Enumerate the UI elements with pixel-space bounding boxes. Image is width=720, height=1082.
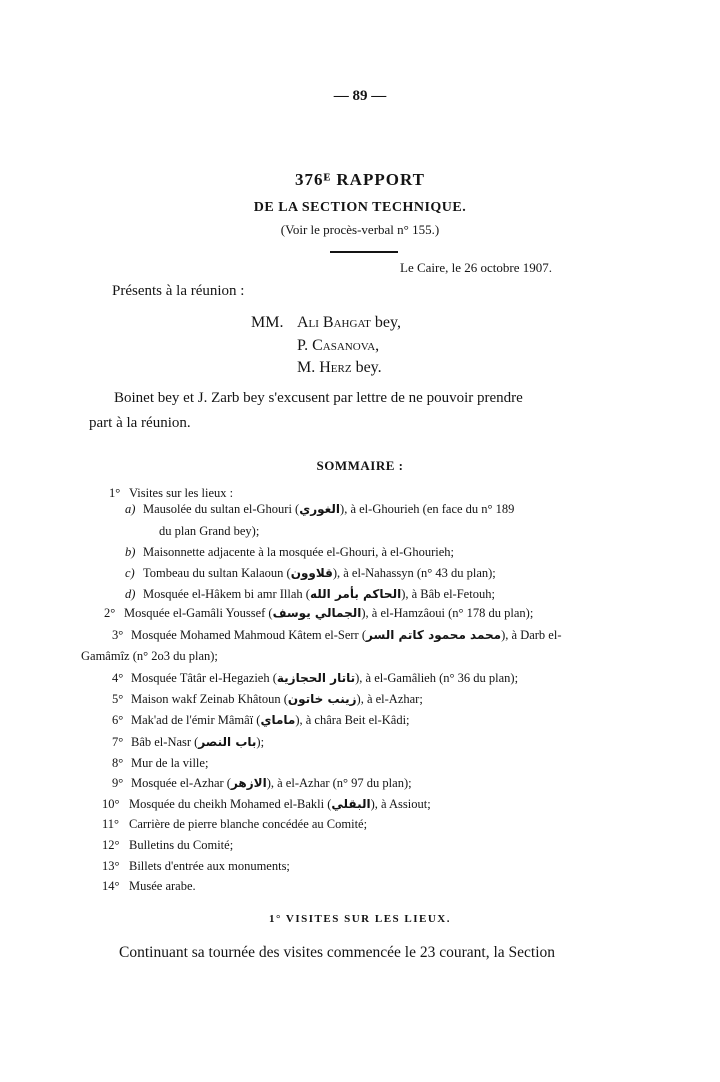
pv-reference: (Voir le procès-verbal n° 155.) xyxy=(280,222,440,237)
sommaire-item xyxy=(124,606,533,621)
sommaire-item xyxy=(131,692,423,707)
sommaire-item xyxy=(129,797,431,812)
sommaire-item xyxy=(131,735,264,750)
members-prefix: MM. xyxy=(251,314,284,331)
arabic-name: زينب خاتون xyxy=(287,692,357,706)
sommaire-item-location: ), à Assiout; xyxy=(370,797,431,811)
excuse-paragraph xyxy=(89,386,634,436)
arabic-name: باب النصر xyxy=(198,735,257,749)
sommaire-item xyxy=(129,859,290,874)
sommaire-item-text: Mosquée Tâtâr el-Hegazieh ( xyxy=(131,671,277,685)
sommaire-item xyxy=(143,545,454,560)
sommaire-item xyxy=(131,776,412,791)
page-number: — 89 — xyxy=(333,88,387,104)
sommaire-item-location: ), à el-Nahassyn (n° 43 du plan); xyxy=(332,566,496,580)
sommaire-title: SOMMAIRE : xyxy=(316,458,404,473)
presents-label: Présents à la réunion : xyxy=(112,283,245,299)
member-line xyxy=(297,337,379,355)
member-name: Ali Bahgat xyxy=(297,314,371,331)
sommaire-item-location: ); xyxy=(256,735,265,749)
sommaire-item-number: 2° xyxy=(104,606,116,620)
sommaire-item xyxy=(131,713,410,728)
sommaire-item xyxy=(143,502,514,517)
sommaire-item-number: 6° xyxy=(112,713,124,727)
sommaire-item-number: c) xyxy=(125,566,135,580)
sommaire-item-location: ), à Darb el- xyxy=(501,628,562,642)
arabic-name: الازهر xyxy=(230,776,267,790)
sommaire-item-number: d) xyxy=(125,587,136,601)
sommaire-item-location: ), à Bâb el-Fetouh; xyxy=(401,587,495,601)
sommaire-item-location: ), à châra Beit el-Kâdi; xyxy=(295,713,410,727)
sommaire-item-text: Mosquée Mohamed Mahmoud Kâtem el-Serr ( xyxy=(131,628,367,642)
arabic-name: البقلي xyxy=(331,797,371,811)
sommaire-item-text: Mosquée du cheikh Mohamed el-Bakli ( xyxy=(129,797,332,811)
sommaire-item-text: Bulletins du Comité; xyxy=(129,838,234,852)
dateline: Le Caire, le 26 octobre 1907. xyxy=(400,260,552,275)
arabic-name: الحاكم بأمر الله xyxy=(309,587,402,601)
member-line xyxy=(297,359,382,377)
sommaire-item-number: 5° xyxy=(112,692,124,706)
sommaire-item-number: 8° xyxy=(112,756,124,770)
sommaire-item-location: ), à el-Azhar (n° 97 du plan); xyxy=(266,776,412,790)
sommaire-item-number: 12° xyxy=(102,838,120,852)
sommaire-item xyxy=(143,587,495,602)
report-title: 376ᴱ RAPPORT xyxy=(295,170,425,189)
member-initial: M. xyxy=(297,359,320,376)
sommaire-item-text: Tombeau du sultan Kalaoun ( xyxy=(143,566,291,580)
sommaire-item xyxy=(131,756,208,771)
sommaire-item-location: ), à el-Gamâlieh (n° 36 du plan); xyxy=(355,671,519,685)
sommaire-item-location: ), à el-Azhar; xyxy=(356,692,423,706)
member-name: Herz xyxy=(319,359,352,376)
sommaire-item xyxy=(143,566,496,581)
sommaire-item-text: Mak'ad de l'émir Mâmâï ( xyxy=(131,713,261,727)
excuse-line-2: part à la réunion. xyxy=(89,415,191,431)
sommaire-item-text: Mosquée el-Hâkem bi amr Illah ( xyxy=(143,587,310,601)
sommaire-item-text: Mosquée el-Azhar ( xyxy=(131,776,231,790)
sommaire-item-number: 10° xyxy=(102,797,120,811)
sommaire-item xyxy=(129,486,233,501)
sommaire-item-location: ), à el-Hamzâoui (n° 178 du plan); xyxy=(361,606,534,620)
sommaire-item-number: 1° xyxy=(109,486,121,500)
sommaire-item-number: 11° xyxy=(102,817,120,831)
sommaire-item-text: Mausolée du sultan el-Ghouri ( xyxy=(143,502,300,516)
arabic-name: محمد محمود كاتم السر xyxy=(366,628,502,642)
sommaire-item-text: Mosquée el-Gamâli Youssef ( xyxy=(124,606,273,620)
sommaire-item-number: 4° xyxy=(112,671,124,685)
member-suffix: bey. xyxy=(351,359,382,376)
sommaire-item-text: Visites sur les lieux : xyxy=(129,486,234,500)
sommaire-item xyxy=(129,879,196,894)
excuse-line-1: Boinet bey et J. Zarb bey s'excusent par lettre de ne pouvoir prendre xyxy=(114,390,523,406)
sommaire-item-text: Musée arabe. xyxy=(129,879,196,893)
sommaire-item xyxy=(81,649,218,664)
arabic-name: تاتار الحجازية xyxy=(276,671,356,685)
sommaire-item-number: 3° xyxy=(112,628,124,642)
sommaire-item xyxy=(129,838,233,853)
sommaire-item-number: b) xyxy=(125,545,136,559)
sommaire-item-text: Maisonnette adjacente à la mosquée el-Ghouri, à el-Ghourieh; xyxy=(143,545,454,559)
arabic-name: الجمالي يوسف xyxy=(272,606,362,620)
section-title: DE LA SECTION TECHNIQUE. xyxy=(253,200,467,215)
sommaire-item-text: Gamâmîz (n° 2o3 du plan); xyxy=(81,649,218,663)
sommaire-item-number: 13° xyxy=(102,859,120,873)
sommaire-item-text: du plan Grand bey); xyxy=(159,524,260,538)
sommaire-item-text: Bâb el-Nasr ( xyxy=(131,735,199,749)
member-suffix: bey, xyxy=(370,314,401,331)
arabic-name: قلاوون xyxy=(290,566,333,580)
sommaire-item xyxy=(131,628,562,643)
arabic-name: ماماي xyxy=(260,713,296,727)
final-line: Continuant sa tournée des visites commencée le 23 courant, la Section xyxy=(119,944,556,961)
sommaire-item-number: 7° xyxy=(112,735,124,749)
sommaire-item-location: ), à el-Ghourieh (en face du n° 189 xyxy=(340,502,515,516)
member-line xyxy=(297,314,401,332)
sommaire-item-number: 9° xyxy=(112,776,124,790)
arabic-name: الغوري xyxy=(299,502,341,516)
sommaire-item-text: Carrière de pierre blanche concédée au Comité; xyxy=(129,817,368,831)
sommaire-item-number: a) xyxy=(125,502,136,516)
sommaire-item xyxy=(129,817,367,832)
member-initial: P. xyxy=(297,337,313,354)
sommaire-item-number: 14° xyxy=(102,879,120,893)
divider-rule xyxy=(330,251,398,253)
member-suffix: , xyxy=(375,337,380,354)
section-heading: 1° VISITES SUR LES LIEUX. xyxy=(268,913,451,925)
member-name: Casanova xyxy=(312,337,376,354)
sommaire-item xyxy=(131,671,518,686)
sommaire-item-text: Mur de la ville; xyxy=(131,756,209,770)
sommaire-item-text: Maison wakf Zeinab Khâtoun ( xyxy=(131,692,288,706)
sommaire-item xyxy=(159,524,259,539)
sommaire-item-text: Billets d'entrée aux monuments; xyxy=(129,859,290,873)
